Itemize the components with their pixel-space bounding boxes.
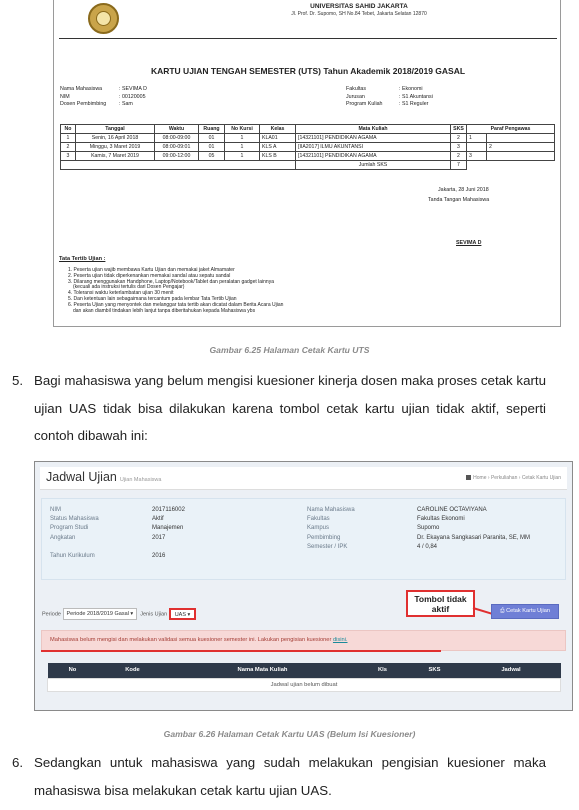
- cell: Kamis, 7 Maret 2019: [76, 152, 155, 161]
- questionnaire-alert: [41, 630, 566, 651]
- page-subtitle: Ujian Mahasiswa: [119, 477, 162, 483]
- paragraph-5: [12, 367, 546, 450]
- paragraph-6: [12, 749, 546, 804]
- uts-card-figure: [53, 0, 561, 327]
- home-icon: [466, 475, 471, 480]
- cell: 01: [199, 134, 225, 143]
- total-label: Jumlah SKS: [296, 161, 451, 170]
- uas-schedule-screen: [34, 461, 573, 711]
- cell: 1: [225, 143, 260, 152]
- exam-schedule-table: [60, 124, 555, 170]
- university-name: UNIVERSITAS SAHID JAKARTA: [310, 3, 408, 10]
- column-header: Kelas: [260, 125, 296, 134]
- figure-caption: Gambar 6.26 Halaman Cetak Kartu UAS (Belum Isi Kuesioner): [163, 729, 416, 739]
- info-left: [50, 506, 295, 561]
- callout-arrow: [473, 607, 493, 615]
- alert-text: Mahasiswa belum mengisi dan melakukan validasi semua kuesioner semester ini. Lakukan pengisian kuesioner: [50, 637, 332, 643]
- rule-item: 5. Dan ketentuan lain sebagaimana tercantum pada lembar Tata Tertib Ujian: [68, 295, 237, 302]
- column-header: SKS: [408, 663, 462, 678]
- cell: [14321101] PENDIDIKAN AGAMA: [296, 152, 451, 161]
- cell: 1: [225, 134, 260, 143]
- list-number: 6.: [12, 755, 24, 770]
- info-label: NIM: [50, 507, 61, 513]
- column-header: No: [48, 663, 98, 678]
- column-header: Ruang: [199, 125, 225, 134]
- breadcrumb-item[interactable]: Perkuliahan: [490, 475, 518, 481]
- rule-item: 2. Peserta ujian tidak diperkenankan memakai sandal atau sepatu sandal: [68, 272, 231, 279]
- periode-label: Periode: [42, 611, 61, 618]
- list-number: 5.: [12, 373, 24, 388]
- page-title: [46, 470, 161, 484]
- cell: 09:00-12:00: [155, 152, 199, 161]
- info-label: Tahun Kurikulum: [50, 552, 95, 559]
- rules-title: Tata Tertib Ujian :: [59, 256, 106, 262]
- column-header: Nama Mata Kuliah: [168, 663, 358, 678]
- student-info-left: [60, 86, 147, 109]
- info-label: Semester / IPK: [307, 543, 348, 550]
- info-value: : S1 Reguler: [399, 101, 429, 107]
- info-value: Manajemen: [152, 525, 184, 532]
- cell: 05: [199, 152, 225, 161]
- cell: 3: [467, 152, 487, 161]
- table-row: [61, 143, 555, 152]
- student-info-panel: [41, 498, 566, 580]
- print-button-label: Cetak Kartu Ujian: [506, 608, 550, 614]
- info-label: Status Mahasiswa: [50, 516, 99, 523]
- cell: 01: [199, 143, 225, 152]
- cell: [14321101] PENDIDIKAN AGAMA: [296, 134, 451, 143]
- print-exam-card-button[interactable]: [491, 604, 559, 619]
- info-label: Pembimbing: [307, 534, 341, 541]
- card-title: KARTU UJIAN TENGAH SEMESTER (UTS) Tahun Akademik 2018/2019 GASAL: [150, 66, 466, 76]
- cell: 3: [451, 143, 467, 152]
- table-total-row: [61, 161, 555, 170]
- cell: KLA01: [260, 134, 296, 143]
- figure-caption: Gambar 6.25 Halaman Cetak Kartu UTS: [209, 345, 370, 355]
- info-label: Program Kuliah: [346, 101, 383, 107]
- rule-item: 4. Toleransi waktu keterlambatan ujian 30 menit: [68, 290, 174, 297]
- paragraph-text: Sedangkan untuk mahasiswa yang sudah melakukan pengisian kuesioner maka mahasiswa bisa melakukan cetak kartu ujian UAS.: [34, 755, 546, 798]
- rule-item: 1. Peserta ujian wajib membawa Kartu Ujian dan memakai jaket Almamater: [68, 267, 235, 273]
- cell: [487, 134, 555, 143]
- cell: [61, 161, 296, 170]
- table-header-row: [61, 125, 555, 134]
- info-label: Nama Mahasiswa: [60, 86, 103, 92]
- questionnaire-link[interactable]: disini.: [332, 637, 348, 643]
- header-divider: [59, 38, 557, 39]
- exam-schedule-table: [47, 663, 561, 692]
- jenis-ujian-label: Jenis Ujian: [140, 611, 168, 618]
- column-header: Kls: [358, 663, 408, 678]
- jenis-ujian-value: UAS: [174, 612, 186, 618]
- empty-state: Jadwal ujian belum dibuat: [48, 678, 561, 691]
- cell: 08:00-09:00: [155, 134, 199, 143]
- total-value: 7: [451, 161, 467, 170]
- cell: [IIA2017] ILMU AKUNTANSI: [296, 143, 451, 152]
- cell: [487, 152, 555, 161]
- column-header: Paraf Pengawas: [467, 125, 555, 134]
- table-row: [48, 678, 561, 691]
- info-label: Dosen Pembimbing: [60, 101, 107, 107]
- info-right: [307, 506, 562, 552]
- cell: 1: [225, 152, 260, 161]
- info-value: : SEVIMA D: [119, 86, 147, 92]
- column-header: Mata Kuliah: [296, 125, 451, 134]
- rule-item: dan akan diambil tindakan lebih lanjut tanpa diberitahukan kepada Mahasiswa ybs: [73, 307, 256, 314]
- university-address: Jl. Prof. Dr. Supomo, SH No.84 Tebet, Jakarta Selatan 12870: [291, 11, 427, 17]
- info-value: Dr. Ekayana Sangkasari Paranita, SE, MM: [417, 534, 531, 541]
- breadcrumb: Home › Perkuliahan › Cetak Kartu Ujian: [466, 475, 561, 481]
- page-title-text: Jadwal Ujian: [46, 470, 117, 484]
- print-icon: ⎙: [500, 608, 507, 614]
- column-header: Tanggal: [76, 125, 155, 134]
- info-label: Kampus: [307, 525, 330, 532]
- table-row: [61, 134, 555, 143]
- cell: 1: [467, 134, 487, 143]
- info-value: : 00120005: [119, 93, 146, 100]
- signature-name: SEVIMA D: [456, 240, 482, 246]
- cell: Minggu, 3 Maret 2019: [76, 143, 155, 152]
- info-label: NIM: [60, 93, 70, 100]
- info-value: 2017: [152, 534, 166, 541]
- university-logo: [88, 3, 119, 34]
- info-value: Fakultas Ekonomi: [417, 516, 465, 523]
- column-header: No: [61, 125, 76, 134]
- info-value: CAROLINE OCTAVIYANA: [417, 507, 487, 513]
- info-label: Nama Mahasiswa: [307, 507, 355, 513]
- jenis-ujian-select[interactable]: UAS ▾: [169, 608, 197, 620]
- column-header: Waktu: [155, 125, 199, 134]
- filter-bar: [42, 608, 196, 620]
- column-header: SKS: [451, 125, 467, 134]
- info-label: Jurusan: [346, 93, 365, 100]
- info-label: Program Studi: [50, 525, 89, 532]
- cell: 2: [451, 152, 467, 161]
- cell: 2: [487, 143, 555, 152]
- signature-label: Tanda Tangan Mahasiswa: [428, 197, 490, 203]
- cell: KLS B: [260, 152, 296, 161]
- cell: KLS A: [260, 143, 296, 152]
- signature-place: Jakarta, 28 Juni 2018: [438, 187, 489, 193]
- info-value: 2016: [152, 552, 166, 559]
- cell: Senin, 16 April 2018: [76, 134, 155, 143]
- breadcrumb-item: Cetak Kartu Ujian: [521, 475, 561, 481]
- student-info-right: [346, 86, 433, 109]
- info-label: Fakultas: [346, 86, 367, 92]
- breadcrumb-item[interactable]: Home: [473, 475, 487, 481]
- alert-highlight-line: [41, 650, 441, 652]
- rules-list: [68, 268, 548, 314]
- cell: 2: [451, 134, 467, 143]
- page-header: [40, 467, 567, 490]
- cell: [467, 161, 555, 170]
- info-value: : S1 Akuntansi: [399, 93, 433, 100]
- table-header-row: [48, 663, 561, 678]
- periode-select[interactable]: Periode 2018/2019 Gasal ▾: [63, 608, 138, 620]
- info-value: 4 / 0,84: [417, 543, 438, 550]
- inactive-button-callout: Tombol tidak aktif: [406, 590, 475, 617]
- rule-item: 3. Dilarang menggunakan Handphone, Laptop/Notebook/Tablet dan peralatan gadget lainnya: [68, 278, 274, 285]
- cell: [467, 143, 487, 152]
- column-header: Kode: [98, 663, 168, 678]
- paragraph-text: Bagi mahasiswa yang belum mengisi kuesioner kinerja dosen maka proses cetak kartu ujian UAS tidak bisa dilakukan karena tombol cetak kartu ujian tidak aktif, seperti contoh dibawah ini:: [34, 373, 546, 443]
- info-value: 2017116002: [152, 507, 185, 513]
- info-value: Supomo: [417, 525, 440, 532]
- info-value: Aktif: [152, 516, 164, 523]
- info-value: : Ekonomi: [399, 86, 423, 92]
- periode-value: Periode 2018/2019 Gasal: [66, 611, 129, 617]
- cell: 1: [61, 134, 76, 143]
- info-label: Fakultas: [307, 516, 330, 523]
- rule-item: 6. Peserta Ujian yang menyontek dan melanggar tata tertib akan dicatat dalam Berita Acara Ujian: [68, 301, 284, 308]
- cell: 2: [61, 143, 76, 152]
- column-header: Jadwal: [462, 663, 561, 678]
- column-header: No Kursi: [225, 125, 260, 134]
- info-value: : Sam: [119, 101, 133, 107]
- table-row: [61, 152, 555, 161]
- rule-item: (kecuali ada instruksi tertulis dari Dosen Pengajar): [73, 284, 185, 291]
- info-label: Angkatan: [50, 534, 76, 541]
- cell: 3: [61, 152, 76, 161]
- cell: 08:00-09:01: [155, 143, 199, 152]
